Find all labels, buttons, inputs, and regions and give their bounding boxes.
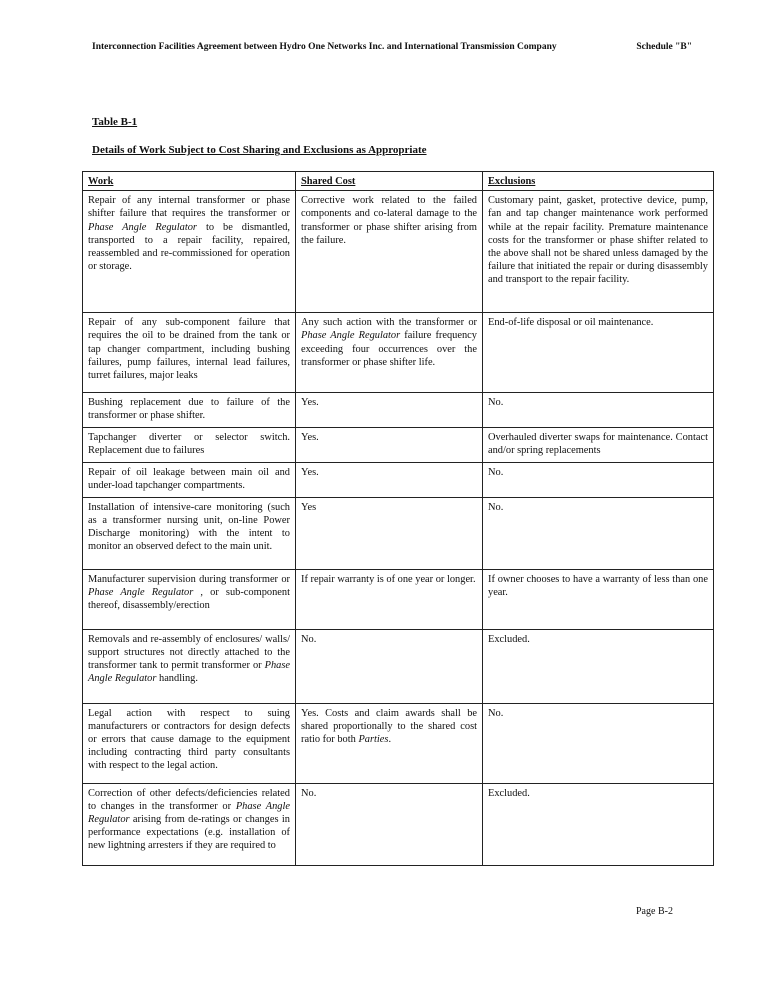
table-label: Table B-1 <box>92 116 138 128</box>
shared-cost-cell: No. <box>296 629 483 703</box>
exclusions-cell: Excluded. <box>483 783 714 865</box>
exclusions-cell: No. <box>483 497 714 569</box>
work-cell: Correction of other defects/deficiencies related to changes in the transformer or Phase Angle Regulator arising from de-ratings or changes in performance expectations (e.g. installation of new lightning arresters if they are required to <box>83 783 296 865</box>
shared-cost-cell: Yes. <box>296 462 483 497</box>
shared-cost-cell: If repair warranty is of one year or longer. <box>296 569 483 629</box>
cost-sharing-table <box>82 171 714 866</box>
header-title: Interconnection Facilities Agreement between Hydro One Networks Inc. and International Transmission Company <box>92 42 557 52</box>
exclusions-cell: No. <box>483 703 714 783</box>
table-body <box>83 191 714 865</box>
table-caption: Details of Work Subject to Cost Sharing and Exclusions as Appropriate <box>92 144 427 156</box>
table-row <box>83 569 714 629</box>
table-header-row <box>83 172 714 191</box>
table-row <box>83 703 714 783</box>
work-cell: Manufacturer supervision during transformer or Phase Angle Regulator , or sub-component thereof, disassembly/erection <box>83 569 296 629</box>
work-cell: Legal action with respect to suing manufacturers or contractors for design defects or errors that cause damage to the equipment including contracting third party consultants with respect to the legal action. <box>83 703 296 783</box>
exclusions-cell: No. <box>483 462 714 497</box>
table-row <box>83 783 714 865</box>
table-row <box>83 427 714 462</box>
shared-cost-cell: No. <box>296 783 483 865</box>
defined-term: Phase Angle Regulator <box>88 800 290 826</box>
work-cell: Repair of oil leakage between main oil and under-load tapchanger compartments. <box>83 462 296 497</box>
defined-term: Phase Angle Regulator <box>88 221 197 233</box>
column-header-work: Work <box>83 172 296 191</box>
work-cell: Bushing replacement due to failure of the transformer or phase shifter. <box>83 393 296 427</box>
work-cell: Repair of any sub-component failure that requires the oil to be drained from the tank or tap changer compartment, including bushing failures, pump failures, internal lead failures, turret failures, major leaks <box>83 313 296 393</box>
table-row <box>83 497 714 569</box>
shared-cost-cell: Any such action with the transformer or Phase Angle Regulator failure frequency exceeding four occurrences over the transformer or phase shifter life. <box>296 313 483 393</box>
exclusions-cell: End-of-life disposal or oil maintenance. <box>483 313 714 393</box>
column-header-shared-cost: Shared Cost <box>296 172 483 191</box>
shared-cost-cell: Yes. Costs and claim awards shall be shared proportionally to the shared cost ratio for both Parties. <box>296 703 483 783</box>
page-number: Page B-2 <box>636 906 673 917</box>
page-header <box>92 42 692 58</box>
table-row <box>83 629 714 703</box>
table-row <box>83 313 714 393</box>
defined-term: Parties <box>358 734 389 746</box>
exclusions-cell: Overhauled diverter swaps for maintenance. Contact and/or spring replacements <box>483 427 714 462</box>
table-row <box>83 462 714 497</box>
work-cell: Removals and re-assembly of enclosures/ walls/ support structures not directly attached to the transformer tank to permit transformer or Phase Angle Regulator handling. <box>83 629 296 703</box>
defined-term: Phase Angle Regulator <box>88 660 290 685</box>
shared-cost-cell: Yes <box>296 497 483 569</box>
exclusions-cell: Customary paint, gasket, protective device, pump, fan and tap changer maintenance work performed while at the repair facility. Premature maintenance costs for the transformer or phase shifter related to the above shall not be shared unless damaged by the failure that initiated the repair or during disassembly and transport to the repair facility. <box>483 191 714 313</box>
header-schedule: Schedule "B" <box>636 42 692 52</box>
exclusions-cell: No. <box>483 393 714 427</box>
column-header-exclusions: Exclusions <box>483 172 714 191</box>
table-row <box>83 191 714 313</box>
shared-cost-cell: Yes. <box>296 427 483 462</box>
shared-cost-cell: Corrective work related to the failed components and co-lateral damage to the transformer or phase shifter arising from the failure. <box>296 191 483 313</box>
shared-cost-cell: Yes. <box>296 393 483 427</box>
defined-term: Phase Angle Regulator <box>301 330 401 342</box>
work-cell: Tapchanger diverter or selector switch. Replacement due to failures <box>83 427 296 462</box>
defined-term: Phase Angle Regulator <box>88 586 194 598</box>
exclusions-cell: Excluded. <box>483 629 714 703</box>
table-row <box>83 393 714 427</box>
exclusions-cell: If owner chooses to have a warranty of less than one year. <box>483 569 714 629</box>
work-cell: Installation of intensive-care monitoring (such as a transformer nursing unit, on-line Power Discharge monitoring) with the intent to monitor an observed defect to the main unit. <box>83 497 296 569</box>
work-cell: Repair of any internal transformer or phase shifter failure that requires the transformer or Phase Angle Regulator to be dismantled, transported to a repair facility, repaired, reassembled and re-commissioned for operation or storage. <box>83 191 296 313</box>
